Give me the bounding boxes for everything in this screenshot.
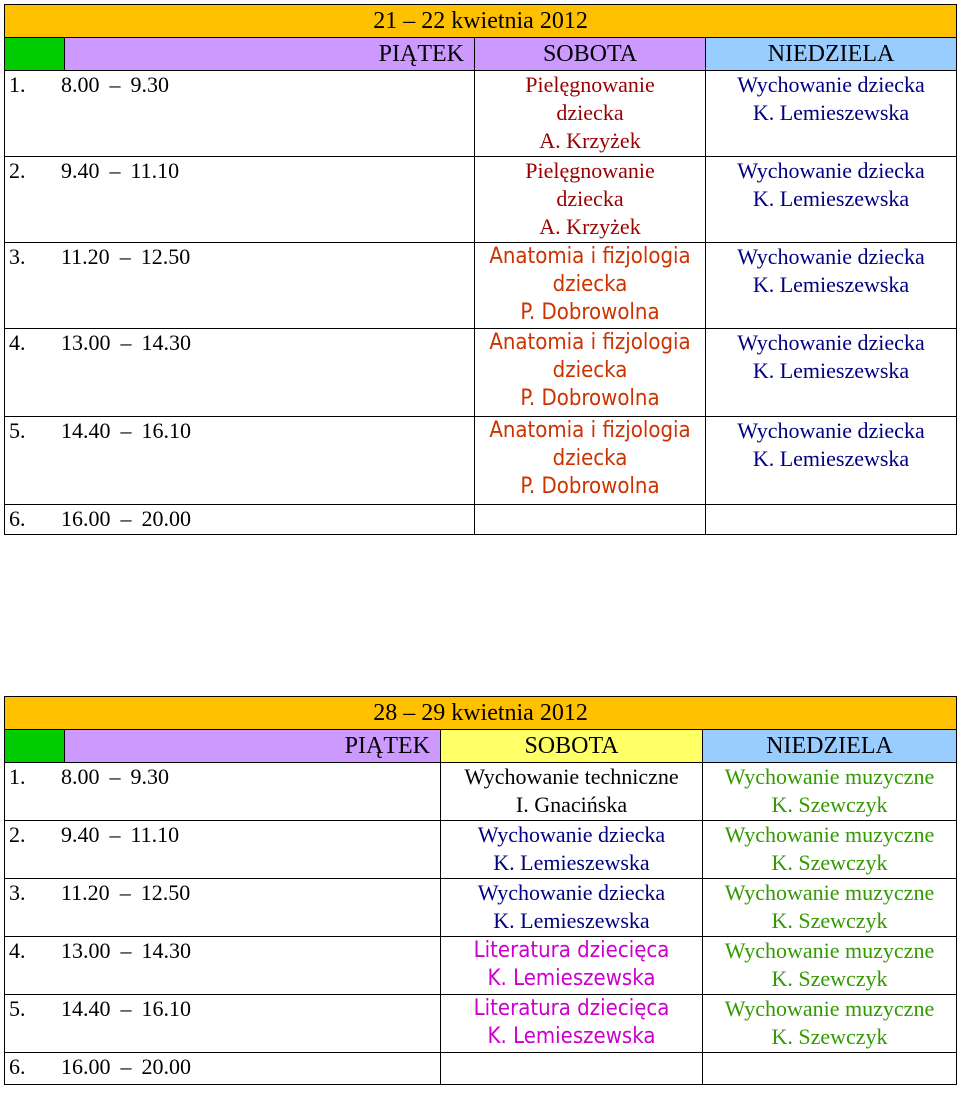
saturday-class: Pielęgnowanie dziecka A. Krzyżek xyxy=(475,157,706,243)
schedule-table xyxy=(4,696,957,1085)
sunday-class: Wychowanie dziecka K. Lemieszewska xyxy=(706,71,957,157)
time-slot: 2. 9.40 – 11.10 xyxy=(5,157,475,243)
table-row xyxy=(5,505,957,535)
saturday-class-empty xyxy=(441,1053,703,1085)
sunday-class: Wychowanie muzyczne K. Szewczyk xyxy=(703,937,957,995)
schedule-title: 21 – 22 kwietnia 2012 xyxy=(5,5,957,38)
sunday-class: Wychowanie muzyczne K. Szewczyk xyxy=(703,763,957,821)
table-row xyxy=(5,763,957,821)
saturday-class: Anatomia i fizjologia dziecka P. Dobrowolna xyxy=(475,417,706,505)
header-saturday: SOBOTA xyxy=(475,38,706,71)
schedule-april-28-29 xyxy=(4,696,956,1085)
time-slot: 5. 14.40 – 16.10 xyxy=(5,417,475,505)
saturday-class: Pielęgnowanie dziecka A. Krzyżek xyxy=(475,71,706,157)
sunday-class: Wychowanie dziecka K. Lemieszewska xyxy=(706,157,957,243)
schedule-title: 28 – 29 kwietnia 2012 xyxy=(5,697,957,730)
table-row xyxy=(5,1053,957,1085)
table-row xyxy=(5,995,957,1053)
table-row xyxy=(5,417,957,505)
time-slot: 2. 9.40 – 11.10 xyxy=(5,821,441,879)
time-slot: 1. 8.00 – 9.30 xyxy=(5,763,441,821)
schedule-april-21-22 xyxy=(4,4,956,535)
saturday-class: Anatomia i fizjologia dziecka P. Dobrowolna xyxy=(475,329,706,417)
sunday-class: Wychowanie dziecka K. Lemieszewska xyxy=(706,329,957,417)
table-row xyxy=(5,821,957,879)
sunday-class: Wychowanie muzyczne K. Szewczyk xyxy=(703,821,957,879)
time-slot: 4. 13.00 – 14.30 xyxy=(5,329,475,417)
time-slot: 3. 11.20 – 12.50 xyxy=(5,243,475,329)
saturday-class-empty xyxy=(475,505,706,535)
sunday-class: Wychowanie dziecka K. Lemieszewska xyxy=(706,243,957,329)
saturday-class: Literatura dziecięca K. Lemieszewska xyxy=(441,995,703,1053)
table-row xyxy=(5,157,957,243)
sunday-class: Wychowanie muzyczne K. Szewczyk xyxy=(703,879,957,937)
header-friday: PIĄTEK xyxy=(65,38,475,71)
sunday-class: Wychowanie dziecka K. Lemieszewska xyxy=(706,417,957,505)
time-slot: 5. 14.40 – 16.10 xyxy=(5,995,441,1053)
sunday-class: Wychowanie muzyczne K. Szewczyk xyxy=(703,995,957,1053)
saturday-class: Anatomia i fizjologia dziecka P. Dobrowolna xyxy=(475,243,706,329)
saturday-class: Wychowanie dziecka K. Lemieszewska xyxy=(441,879,703,937)
time-slot: 6. 16.00 – 20.00 xyxy=(5,505,475,535)
table-row xyxy=(5,71,957,157)
time-slot: 3. 11.20 – 12.50 xyxy=(5,879,441,937)
schedule-table xyxy=(4,4,957,535)
sunday-class-empty xyxy=(706,505,957,535)
time-slot: 1. 8.00 – 9.30 xyxy=(5,71,475,157)
saturday-class: Wychowanie techniczne I. Gnacińska xyxy=(441,763,703,821)
table-row xyxy=(5,243,957,329)
header-blank xyxy=(5,38,65,71)
header-sunday: NIEDZIELA xyxy=(706,38,957,71)
header-friday: PIĄTEK xyxy=(65,730,441,763)
table-row xyxy=(5,937,957,995)
time-slot: 4. 13.00 – 14.30 xyxy=(5,937,441,995)
saturday-class: Literatura dziecięca K. Lemieszewska xyxy=(441,937,703,995)
header-blank xyxy=(5,730,65,763)
time-slot: 6. 16.00 – 20.00 xyxy=(5,1053,441,1085)
header-sunday: NIEDZIELA xyxy=(703,730,957,763)
table-row xyxy=(5,879,957,937)
table-row xyxy=(5,329,957,417)
sunday-class-empty xyxy=(703,1053,957,1085)
saturday-class: Wychowanie dziecka K. Lemieszewska xyxy=(441,821,703,879)
header-saturday: SOBOTA xyxy=(441,730,703,763)
